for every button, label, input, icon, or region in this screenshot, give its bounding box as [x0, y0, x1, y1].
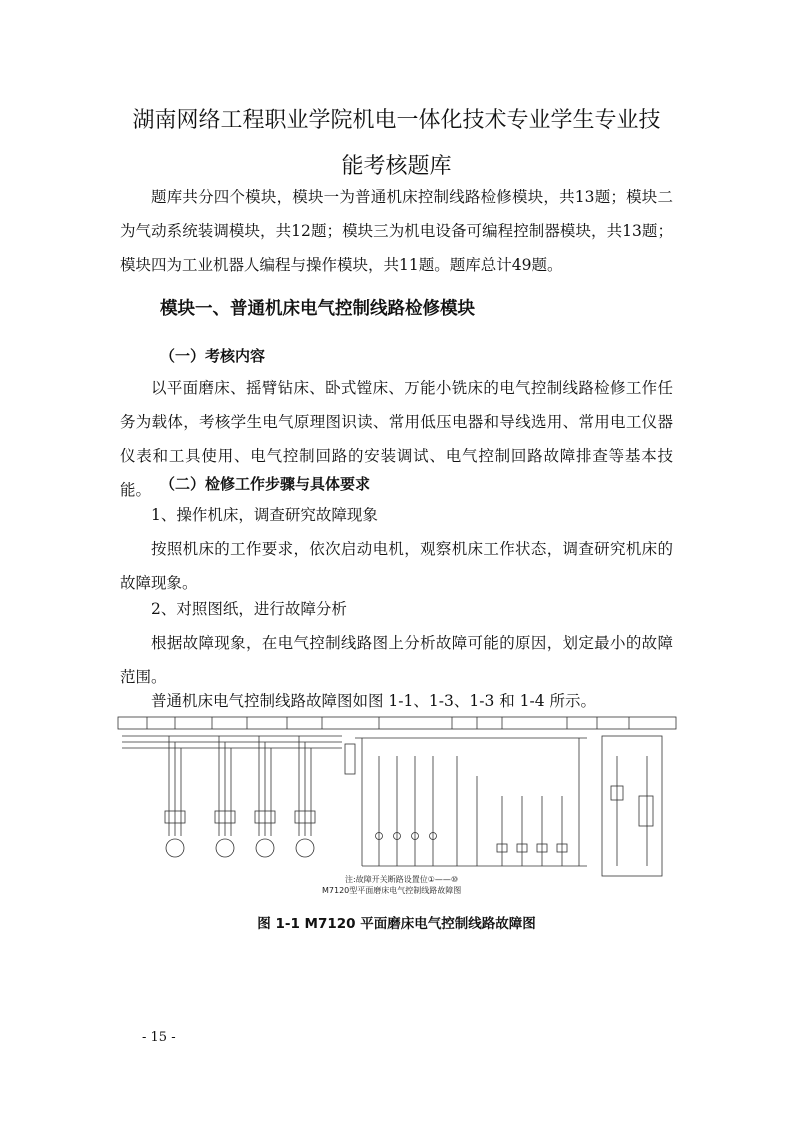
- section-1-heading: （一）考核内容: [160, 347, 266, 365]
- document-title-line-1: 湖南网络工程职业学院机电一体化技术专业学生专业技: [132, 108, 661, 133]
- step-2-paragraph: 根据故障现象，在电气控制线路图上分析故障可能的原因，划定最小的故障范围。: [120, 634, 673, 686]
- step-1-paragraph: 按照机床的工作要求，依次启动电机，观察机床工作状态，调查研究机床的故障现象。: [120, 540, 673, 592]
- document-title-line-2: 能考核题库: [341, 154, 452, 179]
- circuit-diagram: [117, 716, 677, 896]
- diagram-note: 注:故障开关断路设置位①——⑩: [345, 875, 459, 884]
- section-1-paragraph: 以平面磨床、摇臂钻床、卧式镗床、万能小铣床的电气控制线路检修工作任务为载体，考核学生电气原理图识读、常用低压电器和导线选用、常用电工仪器仪表和工具使用、电气控制回路的安装调试、电气控制回路故障排查等基本技能。: [120, 379, 673, 499]
- circuit-diagram-figure: [117, 716, 677, 896]
- diagram-title: M7120型平面磨床电气控制线路故障图: [322, 886, 462, 895]
- page-number: - 15 -: [142, 1030, 176, 1045]
- figure-caption: 图 1-1 M7120 平面磨床电气控制线路故障图: [257, 916, 536, 932]
- figure-intro-paragraph: 普通机床电气控制线路故障图如图 1-1、1-3、1-3 和 1-4 所示。: [151, 692, 597, 710]
- step-2-title: 2、对照图纸，进行故障分析: [151, 600, 347, 618]
- step-1-title: 1、操作机床，调查研究故障现象: [151, 506, 378, 524]
- intro-paragraph: 题库共分四个模块，模块一为普通机床控制线路检修模块，共13题；模块二为气动系统装调模块，共12题；模块三为机电设备可编程控制器模块，共13题；模块四为工业机器人编程与操作模块，共11题。题库总计49题。: [120, 188, 673, 274]
- section-2-heading: （二）检修工作步骤与具体要求: [160, 475, 371, 493]
- module-1-heading: 模块一、普通机床电气控制线路检修模块: [160, 299, 475, 319]
